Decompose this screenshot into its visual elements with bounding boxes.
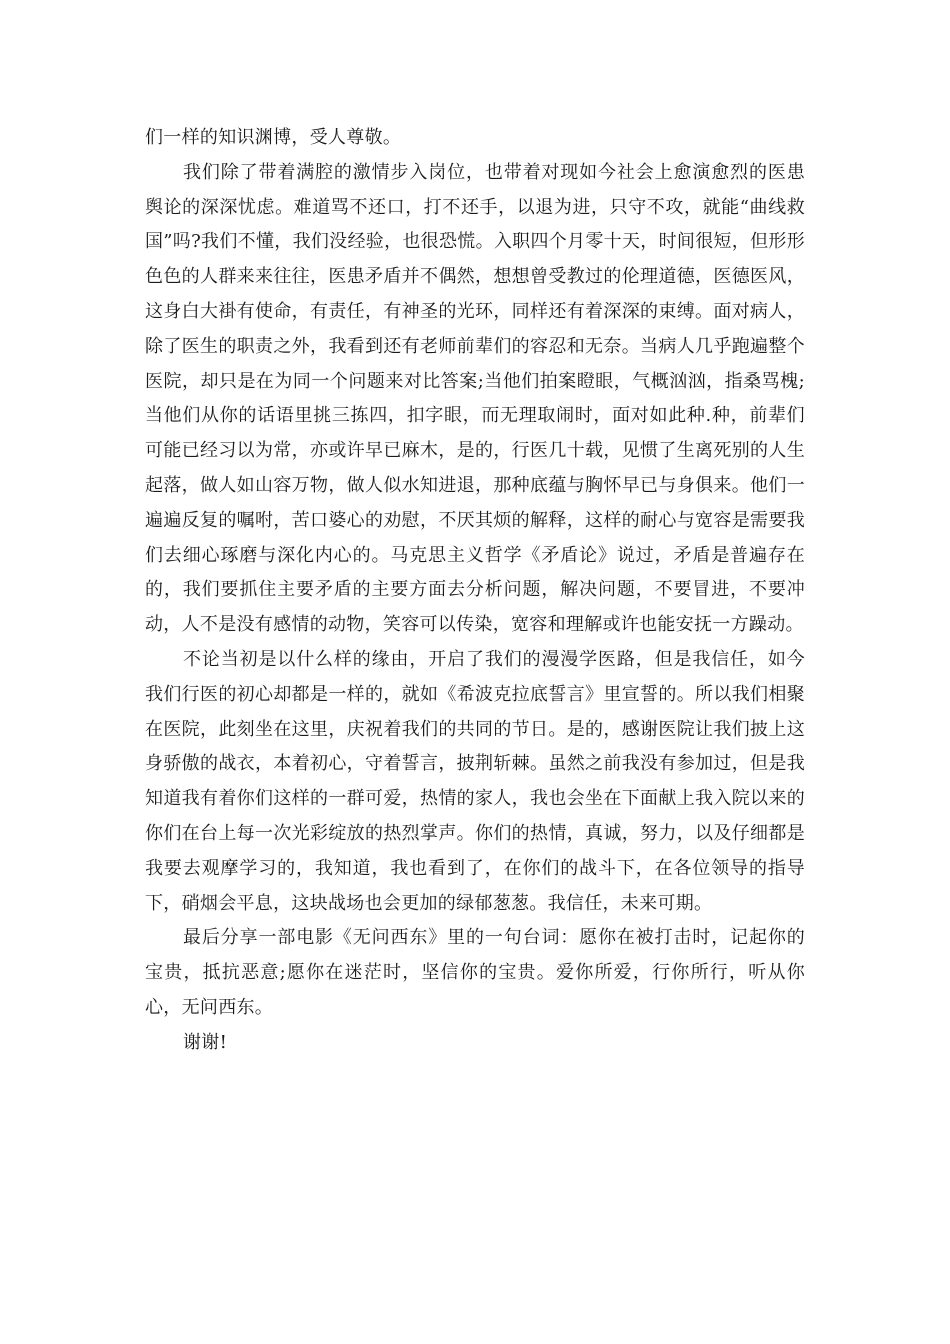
- paragraph-doctor-patient-concerns: 我们除了带着满腔的激情步入岗位，也带着对现如今社会上愈演愈烈的医患舆论的深深忧虑。难道骂不还口，打不还手，以退为进，只守不攻，就能“曲线救国”吗?我们不懂，我们没经验，也很恐慌。入职四个月零十天，时间很短，但形形色色的人群来来往往，医患矛盾并不偶然，想想曾受教过的伦理道德，医德医风，这身白大褂有使命，有责任，有神圣的光环，同样还有着深深的束缚。面对病人，除了医生的职责之外，我看到还有老师前辈们的容忍和无奈。当病人几乎跑遍整个医院，却只是在为同一个问题来对比答案;当他们拍案瞪眼，气概汹汹，指桑骂槐;当他们从你的话语里挑三拣四，扣字眼，而无理取闹时，面对如此种.种，前辈们可能已经习以为常，亦或许早已麻木，是的，行医几十载，见惯了生离死别的人生起落，做人如山容万物，做人似水知进退，那种底蕴与胸怀早已与身俱来。他们一遍遍反复的嘱咐，苦口婆心的劝慰，不厌其烦的解释，这样的耐心与宽容是需要我们去细心琢磨与深化内心的。马克思主义哲学《矛盾论》说过，矛盾是普遍存在的，我们要抓住主要矛盾的主要方面去分析问题，解决问题，不要冒进，不要冲动，人不是没有感情的动物，笑容可以传染，宽容和理解或许也能安抚一方躁动。: [145, 161, 805, 636]
- paragraph-thanks: 谢谢!: [183, 1031, 228, 1053]
- paragraph-movie-quote: 最后分享一部电影《无问西东》里的一句台词：愿你在被打击时，记起你的宝贵，抵抗恶意;愿你在迷茫时，坚信你的宝贵。爱你所爱，行你所行，听从你心，无问西东。: [145, 927, 805, 1018]
- paragraph-original-intention: 不论当初是以什么样的缘由，开启了我们的漫漫学医路，但是我信任，如今我们行医的初心却都是一样的，就如《希波克拉底誓言》里宣誓的。所以我们相聚在医院，此刻坐在这里，庆祝着我们的共同的节日。是的，感谢医院让我们披上这身骄傲的战衣，本着初心，守着誓言，披荆斩棘。虽然之前我没有参加过，但是我知道我有着你们这样的一群可爱，热情的家人，我也会坐在下面献上我入院以来的你们在台上每一次光彩绽放的热烈掌声。你们的热情，真诚，努力，以及仔细都是我要去观摩学习的，我知道，我也看到了，在你们的战斗下，在各位领导的指导下，硝烟会平息，这块战场也会更加的绿郁葱葱。我信任，未来可期。: [145, 648, 805, 914]
- paragraph-continuation: 们一样的知识渊博，受人尊敬。: [145, 127, 402, 148]
- document-body: [145, 121, 805, 1061]
